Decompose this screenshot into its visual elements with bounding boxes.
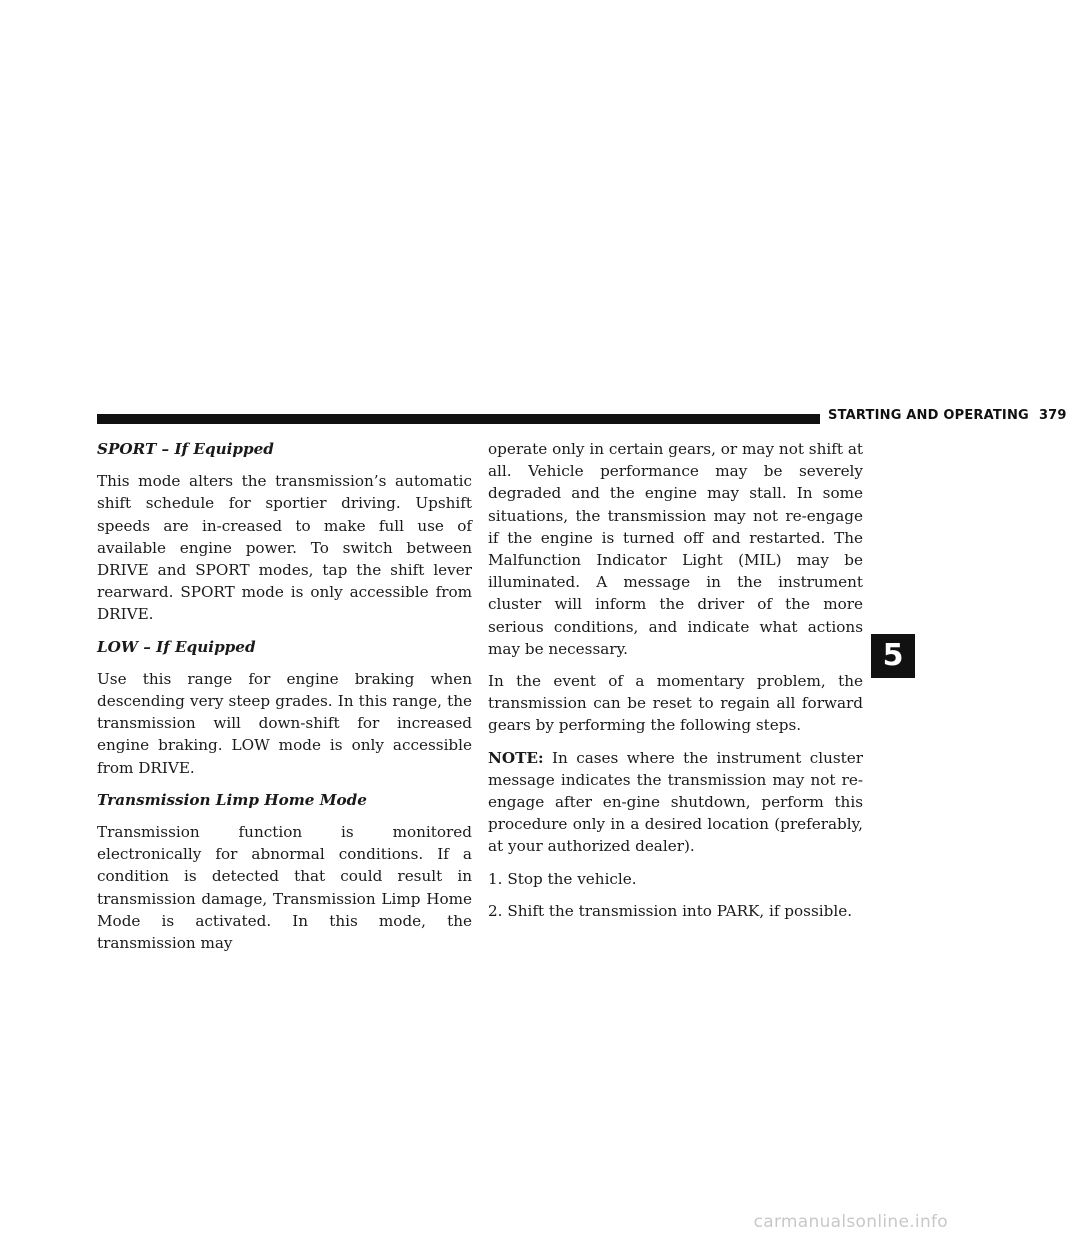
limp-home-paragraph: Transmission function is monitored electronically for abnormal conditions. If a condition is detected that could result in transmission damage, Transmission Limp Home Mode is activated. In this mode, the transmission may: [97, 823, 472, 953]
note-text: In cases where the instrument cluster message indicates the transmission may not re-engage after en-gine shutdown, perform this procedure only in a desired location (preferably, at your authorized dealer).: [488, 748, 863, 856]
right-column: [488, 438, 863, 932]
note-label: NOTE:: [488, 748, 544, 767]
chapter-tab: 5: [871, 634, 915, 678]
limp-home-continued: operate only in certain gears, or may not shift at all. Vehicle performance may be severely degraded and the engine may stall. In some situations, the transmission may not re-engage if the engine is turned off and restarted. The Malfunction Indicator Light (MIL) may be illuminated. A message in the instrument cluster will inform the driver of the more serious conditions, and indicate what actions may be necessary.: [488, 440, 863, 658]
reset-paragraph: In the event of a momentary problem, the transmission can be reset to regain all forward gears by performing the following steps.: [488, 672, 863, 735]
sport-heading: SPORT – If Equipped: [97, 440, 274, 458]
watermark: carmanualsonline.info: [753, 1212, 948, 1232]
low-heading: LOW – If Equipped: [97, 637, 256, 656]
section-title: STARTING AND OPERATING: [828, 408, 1029, 423]
low-paragraph: Use this range for engine braking when descending very steep grades. In this range, the transmission will down-shift for increased engine braking. LOW mode is only accessible from DRIVE.: [97, 669, 472, 777]
left-column: [97, 438, 472, 964]
step-item: 1. Stop the vehicle.: [488, 869, 637, 888]
running-header: [828, 408, 1067, 423]
header-rule: [97, 414, 820, 424]
step-item: 2. Shift the transmission into PARK, if possible.: [488, 901, 853, 920]
page-number: 379: [1038, 408, 1067, 423]
note-paragraph: [488, 747, 863, 858]
sport-paragraph: This mode alters the transmission’s automatic shift schedule for sportier driving. Upshift speeds are in-creased to make full use of available engine power. To switch between DRIVE and SPORT modes, tap the shift lever rearward. SPORT mode is only accessible from DRIVE.: [97, 472, 472, 624]
limp-home-heading: Transmission Limp Home Mode: [97, 790, 367, 809]
